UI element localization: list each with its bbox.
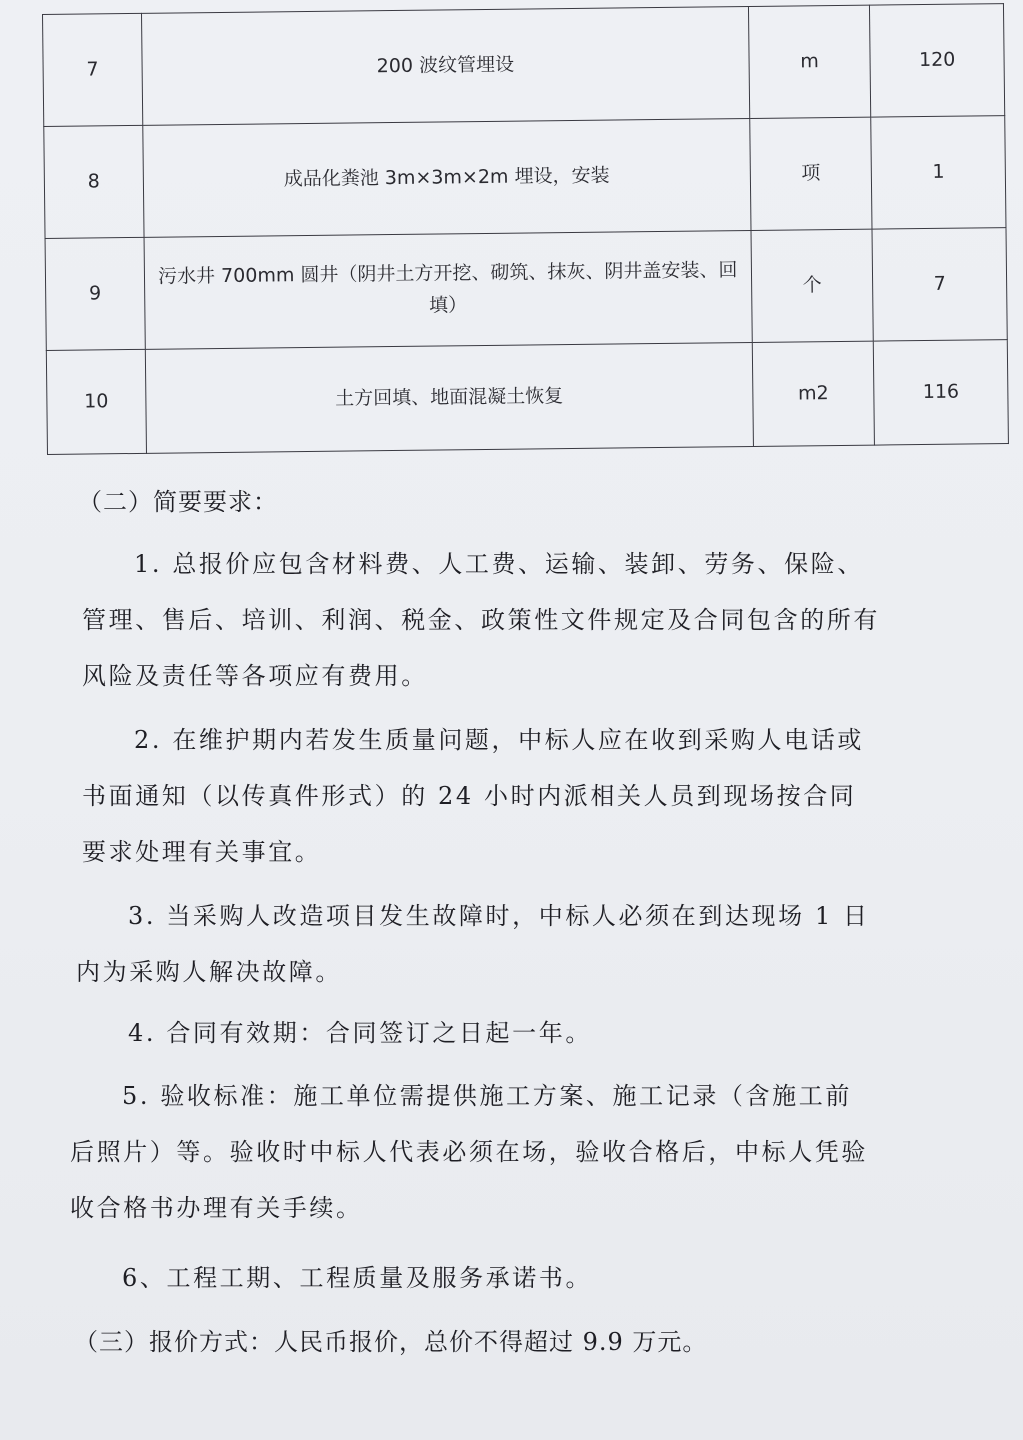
item-quantity: 116 [873, 340, 1008, 446]
item-unit: 项 [750, 117, 873, 230]
item-quantity: 1 [871, 116, 1006, 230]
item-quantity: 120 [870, 4, 1005, 118]
requirement-item: 2. 在维护期内若发生质量问题，中标人应在收到采购人电话或书面通知（以传真件形式）的 24 小时内派相关人员到现场按合同要求处理有关事宜。 [82, 726, 864, 866]
item-name: 200 波纹管埋设 [141, 6, 749, 125]
item-name: 成品化粪池 3m×3m×2m 埋设，安装 [143, 118, 751, 237]
item-unit: m [748, 5, 871, 118]
requirement-item: 4. 合同有效期：合同签订之日起一年。 [128, 1019, 592, 1047]
item-quantity: 7 [872, 228, 1007, 342]
requirement-item: 6、工程工期、工程质量及服务承诺书。 [122, 1264, 593, 1292]
table-row [46, 340, 1008, 455]
row-number: 8 [44, 125, 144, 238]
table-row [44, 116, 1006, 239]
item-name: 污水井 700mm 圆井（阴井土方开挖、砌筑、抹灰、阴井盖安装、回填） [144, 230, 752, 349]
item-unit: m2 [752, 341, 875, 446]
item-name: 土方回填、地面混凝土恢复 [145, 342, 753, 453]
table-row [45, 228, 1007, 351]
requirement-item: 1. 总报价应包含材料费、人工费、运输、装卸、劳务、保险、管理、售后、培训、利润、税金、政策性文件规定及合同包含的所有风险及责任等各项应有费用。 [82, 550, 880, 690]
quotation-method: （三）报价方式：人民币报价，总价不得超过 9.9 万元。 [74, 1328, 708, 1356]
section-heading: （二）简要要求： [78, 488, 278, 516]
table-row [43, 4, 1005, 127]
row-number: 9 [45, 237, 145, 350]
requirement-item: 3. 当采购人改造项目发生故障时，中标人必须在到达现场 1 日内为采购人解决故障。 [76, 902, 870, 986]
requirement-item: 5. 验收标准：施工单位需提供施工方案、施工记录（含施工前后照片）等。验收时中标人代表必须在场，验收合格后，中标人凭验收合格书办理有关手续。 [70, 1082, 868, 1222]
row-number: 7 [43, 13, 143, 126]
row-number: 10 [46, 349, 146, 454]
item-unit: 个 [751, 229, 874, 342]
quantity-table [42, 3, 1009, 455]
